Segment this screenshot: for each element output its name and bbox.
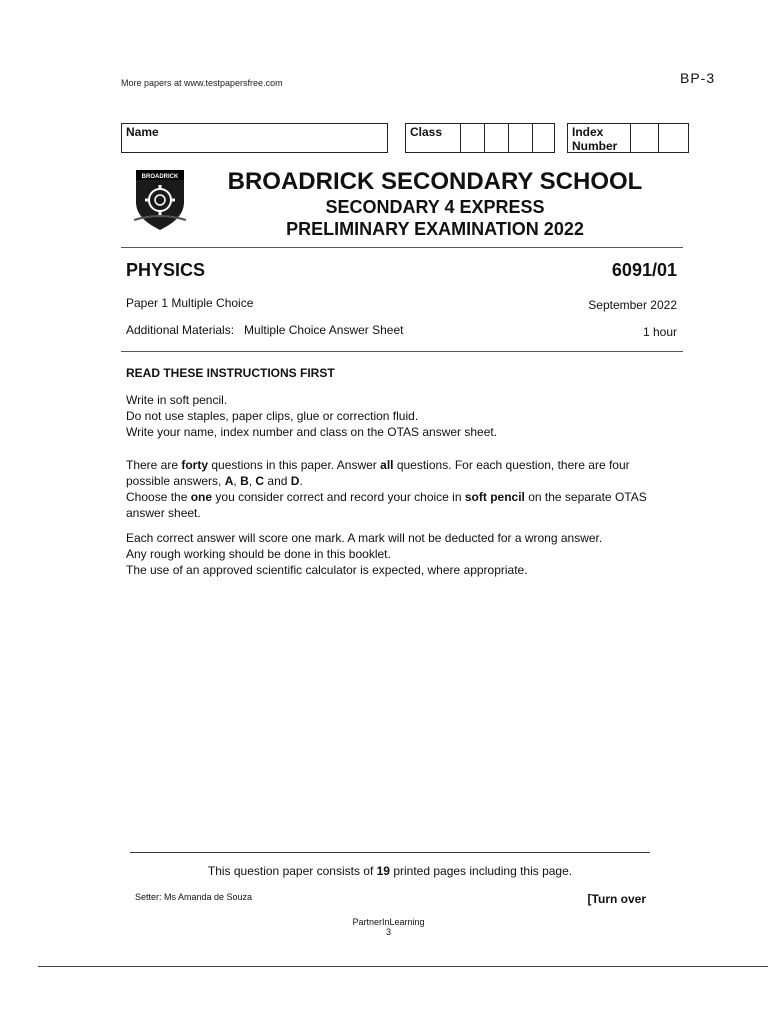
index-number-field[interactable] (567, 123, 689, 153)
page-count-note: This question paper consists of 19 printed pages including this page. (207, 864, 573, 878)
additional-materials: Additional Materials: Multiple Choice Answer Sheet (126, 323, 404, 337)
instruction-paragraph: There are forty questions in this paper. Answer all questions. For each question, there are four possible answers, A, B, C and D. (126, 458, 630, 488)
corner-tag: BP-3 (680, 70, 716, 86)
instruction-line: Write in soft pencil. (126, 393, 228, 407)
school-crest-icon (132, 164, 188, 232)
divider-top (121, 247, 683, 248)
class-cell-divider (460, 124, 461, 152)
source-note: More papers at www.testpapersfree.com (121, 78, 283, 88)
instruction-line: Write your name, index number and class on the OTAS answer sheet. (126, 425, 498, 439)
instruction-line: Any rough working should be done in this booklet. (126, 547, 391, 561)
turn-over-note: [Turn over (587, 892, 646, 906)
instructions-block-3 (126, 530, 666, 578)
class-label: Class (410, 125, 443, 139)
instructions-block-2 (126, 457, 666, 521)
index-cell-divider (658, 124, 659, 152)
index-cell-divider (630, 124, 631, 152)
exam-month: September 2022 (588, 298, 677, 312)
divider-mid (121, 351, 683, 352)
instruction-line: The use of an approved scientific calculator is expected, where appropriate. (126, 563, 528, 577)
school-heading (200, 168, 670, 240)
subject-title: PHYSICS (126, 260, 206, 280)
page-footer (300, 917, 477, 937)
instructions-heading: READ THESE INSTRUCTIONS FIRST (126, 366, 335, 380)
paper-code: 6091/01 (611, 260, 677, 280)
exam-title: PRELIMINARY EXAMINATION 2022 (286, 219, 584, 239)
class-cell-divider (484, 124, 485, 152)
instruction-paragraph: Choose the one you consider correct and record your choice in soft pencil on the separate OTAS answer sheet. (126, 490, 647, 520)
crest-banner: BROADRICK (141, 174, 179, 180)
name-field[interactable] (121, 123, 388, 153)
setter-credit: Setter: Ms Amanda de Souza (135, 892, 253, 902)
exam-duration: 1 hour (642, 325, 677, 339)
class-field[interactable] (405, 123, 555, 153)
instruction-line: Each correct answer will score one mark. A mark will not be deducted for a wrong answer. (126, 531, 603, 545)
class-cell-divider (508, 124, 509, 152)
paper-type: Paper 1 Multiple Choice (126, 296, 254, 310)
class-cell-divider (532, 124, 533, 152)
page-number: 3 (385, 927, 391, 937)
name-label: Name (126, 125, 159, 139)
index-label: Index Number (572, 125, 618, 153)
school-name: BROADRICK SECONDARY SCHOOL (227, 168, 643, 195)
instruction-line: Do not use staples, paper clips, glue or correction fluid. (126, 409, 419, 423)
instructions-block-1 (126, 392, 666, 440)
scan-edge-line (38, 966, 768, 967)
partner-label: PartnerInLearning (352, 917, 425, 927)
exam-level: SECONDARY 4 EXPRESS (325, 197, 545, 217)
divider-footer (130, 852, 650, 853)
